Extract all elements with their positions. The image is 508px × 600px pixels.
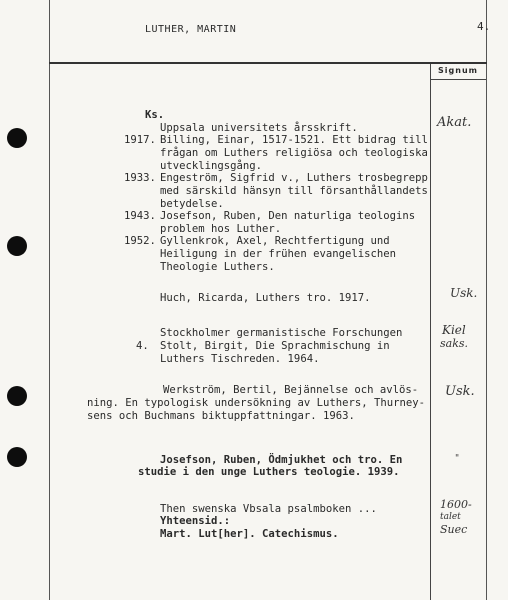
card-heading: LUTHER, MARTIN — [145, 24, 237, 35]
entry-line: studie i den unge Luthers teologie. 1939. — [138, 466, 400, 478]
signum-note: Suec — [440, 523, 468, 536]
entry-line: Engeström, Sigfrid v., Luthers trosbegrepp — [160, 172, 428, 184]
entry-year: 1943. — [124, 210, 156, 222]
entry-line: Josefson, Ruben, Den naturliga teologins — [160, 210, 416, 222]
entry-line: Stolt, Birgit, Die Sprachmischung in — [160, 340, 390, 352]
signum-header-rule — [430, 79, 486, 80]
entry-line: med särskild hänsyn till försanthållandets — [160, 185, 428, 197]
entry-line: frågan om Luthers religiösa och teologiska — [160, 147, 428, 159]
signum-note: saks. — [440, 337, 469, 350]
entry-line: utvecklingsgång. — [160, 160, 263, 172]
entry-line: betydelse. — [160, 198, 224, 210]
signum-note: talet — [440, 512, 461, 522]
signum-note: 1600- — [440, 498, 472, 511]
series-title: Stockholmer germanistische Forschungen — [160, 327, 403, 339]
signum-note: " — [455, 454, 460, 464]
signum-note: Usk. — [445, 384, 475, 399]
signum-note: Kiel — [442, 323, 466, 337]
entry-line: Theologie Luthers. — [160, 261, 275, 273]
series-title: Uppsala universitets årsskrift. — [160, 122, 358, 134]
entry-line: Mart. Lut[her]. Catechismus. — [160, 528, 339, 540]
signum-column-rule — [430, 64, 431, 600]
entry-line: Luthers Tischreden. 1964. — [160, 353, 320, 365]
entry-line: Huch, Ricarda, Luthers tro. 1917. — [160, 292, 371, 304]
entry-line: Yhteensid.: — [160, 515, 231, 527]
entry-line: Josefson, Ruben, Ödmjukhet och tro. En — [160, 454, 403, 466]
punch-hole — [7, 236, 27, 256]
entry-line: Werkström, Bertil, Bejännelse och avlös- — [163, 384, 419, 396]
entry-line: ning. En typologisk undersökning av Luthers, Thurney- — [87, 397, 426, 409]
signum-note: Akat. — [437, 115, 472, 130]
entry-line: Billing, Einar, 1517-1521. Ett bidrag till — [160, 134, 428, 146]
punch-hole — [7, 386, 27, 406]
entry-line: Heiligung in der frühen evangelischen — [160, 248, 396, 260]
page-number: 4. — [477, 20, 491, 33]
punch-hole — [7, 447, 27, 467]
entry-year: 1952. — [124, 235, 156, 247]
entry-line: sens och Buchmans biktuppfattningar. 1963. — [87, 410, 355, 422]
entry-line: Gyllenkrok, Axel, Rechtfertigung und — [160, 235, 390, 247]
entry-year: 1933. — [124, 172, 156, 184]
entry-line: Then swenska Vbsala psalmboken ... — [160, 503, 377, 515]
class-code: Ks. — [145, 109, 165, 121]
right-margin-rule — [486, 0, 487, 600]
left-margin-rule — [49, 0, 50, 600]
series-number: 4. — [136, 340, 149, 352]
entry-line: problem hos Luther. — [160, 223, 282, 235]
entry-year: 1917. — [124, 134, 156, 146]
signum-header: Signum — [438, 66, 478, 75]
signum-note: Usk. — [450, 286, 478, 300]
header-rule — [49, 62, 487, 64]
punch-hole — [7, 128, 27, 148]
